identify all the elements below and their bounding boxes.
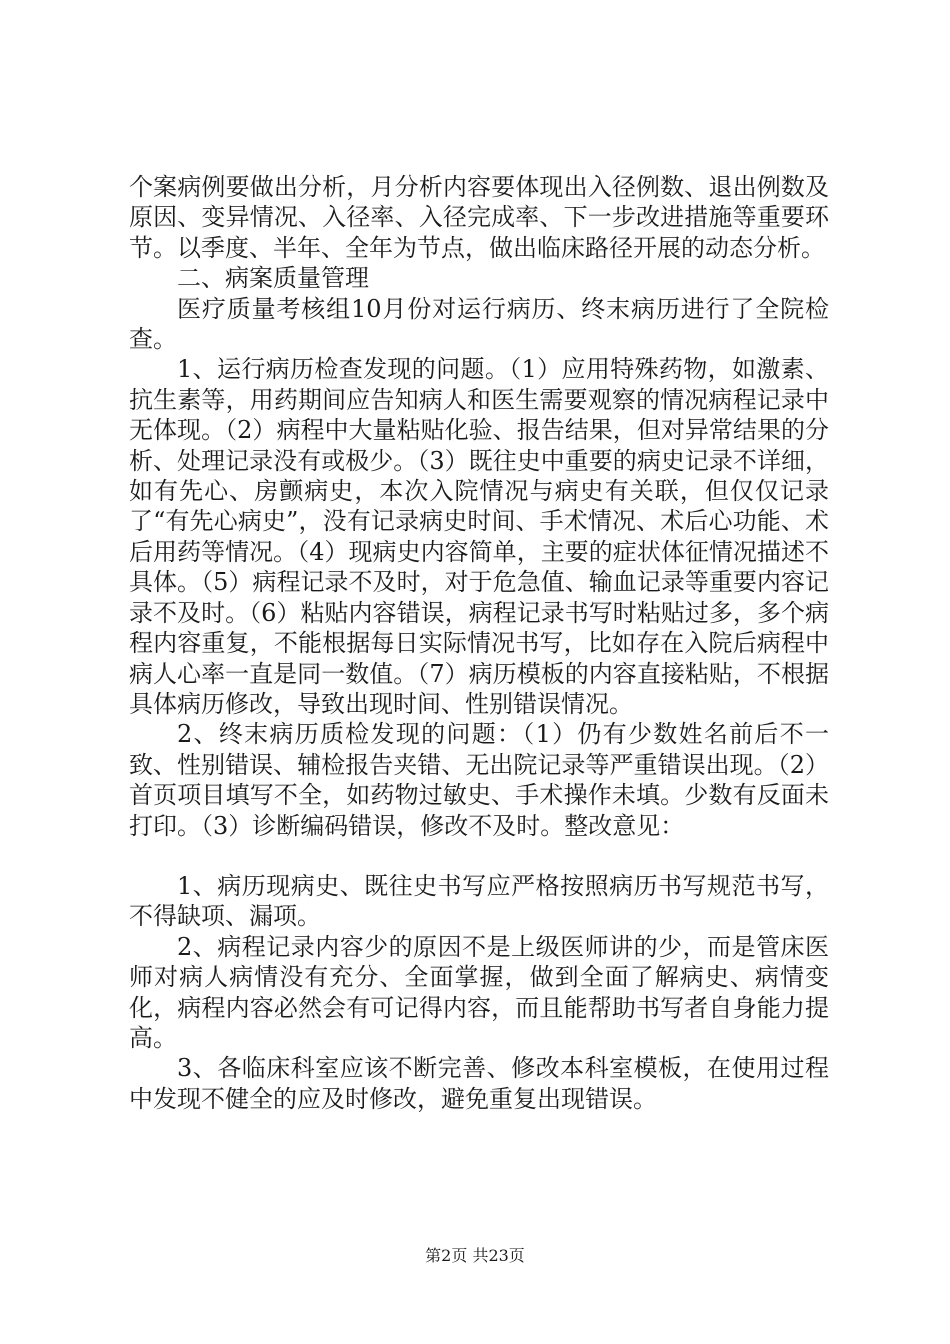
paragraph-inspection-intro: 医疗质量考核组10月份对运行病历、终末病历进行了全院检查。 xyxy=(129,294,829,354)
paragraph-running-records-issues: 1、运行病历检查发现的问题。（1）应用特殊药物，如激素、抗生素等，用药期间应告知病人和医生需要观察的情况病程记录中无体现。（2）病程中大量粘贴化验、报告结果，但对异常结果的分析、处理记录没有或极少。（3）既往史中重要的病史记录不详细，如有先心、房颤病史，本次入院情况与病史有关联，但仅仅记录了“有先心病史”，没有记录病史时间、手术情况、术后心功能、术后用药等情况。（4）现病史内容简单，主要的症状体征情况描述不具体。（5）病程记录不及时，对于危急值、输血记录等重要内容记录不及时。（6）粘贴内容错误，病程记录书写时粘贴过多，多个病程内容重复，不能根据每日实际情况书写，比如存在入院后病程中病人心率一直是同一数值。（7）病历模板的内容直接粘贴，不根据具体病历修改，导致出现时间、性别错误情况。 xyxy=(129,355,829,718)
paragraph-rectification-2: 2、病程记录内容少的原因不是上级医师讲的少，而是管床医师对病人病情没有充分、全面掌握，做到全面了解病史、病情变化，病程内容必然会有可记得内容，而且能帮助书写者自身能力提高。 xyxy=(129,932,829,1052)
document-body xyxy=(129,172,829,1114)
paragraph-rectification-1: 1、病历现病史、既往史书写应严格按照病历书写规范书写，不得缺项、漏项。 xyxy=(129,871,829,931)
paragraph-gap xyxy=(129,841,829,871)
page-number-footer: 第2页 共23页 xyxy=(425,1246,525,1265)
paragraph-final-records-issues: 2、终末病历质检发现的问题：（1）仍有少数姓名前后不一致、性别错误、辅检报告夹错、无出院记录等严重错误出现。（2）首页项目填写不全，如药物过敏史、手术操作未填。少数有反面未打印。（3）诊断编码错误，修改不及时。整改意见： xyxy=(129,720,829,840)
paragraph-continuation: 个案病例要做出分析，月分析内容要体现出入径例数、退出例数及原因、变异情况、入径率、入径完成率、下一步改进措施等重要环节。以季度、半年、全年为节点，做出临床路径开展的动态分析。 xyxy=(129,173,829,262)
paragraph-rectification-3: 3、各临床科室应该不断完善、修改本科室模板，在使用过程中发现不健全的应及时修改，避免重复出现错误。 xyxy=(129,1054,829,1113)
section-heading: 二、病案质量管理 xyxy=(177,264,369,293)
